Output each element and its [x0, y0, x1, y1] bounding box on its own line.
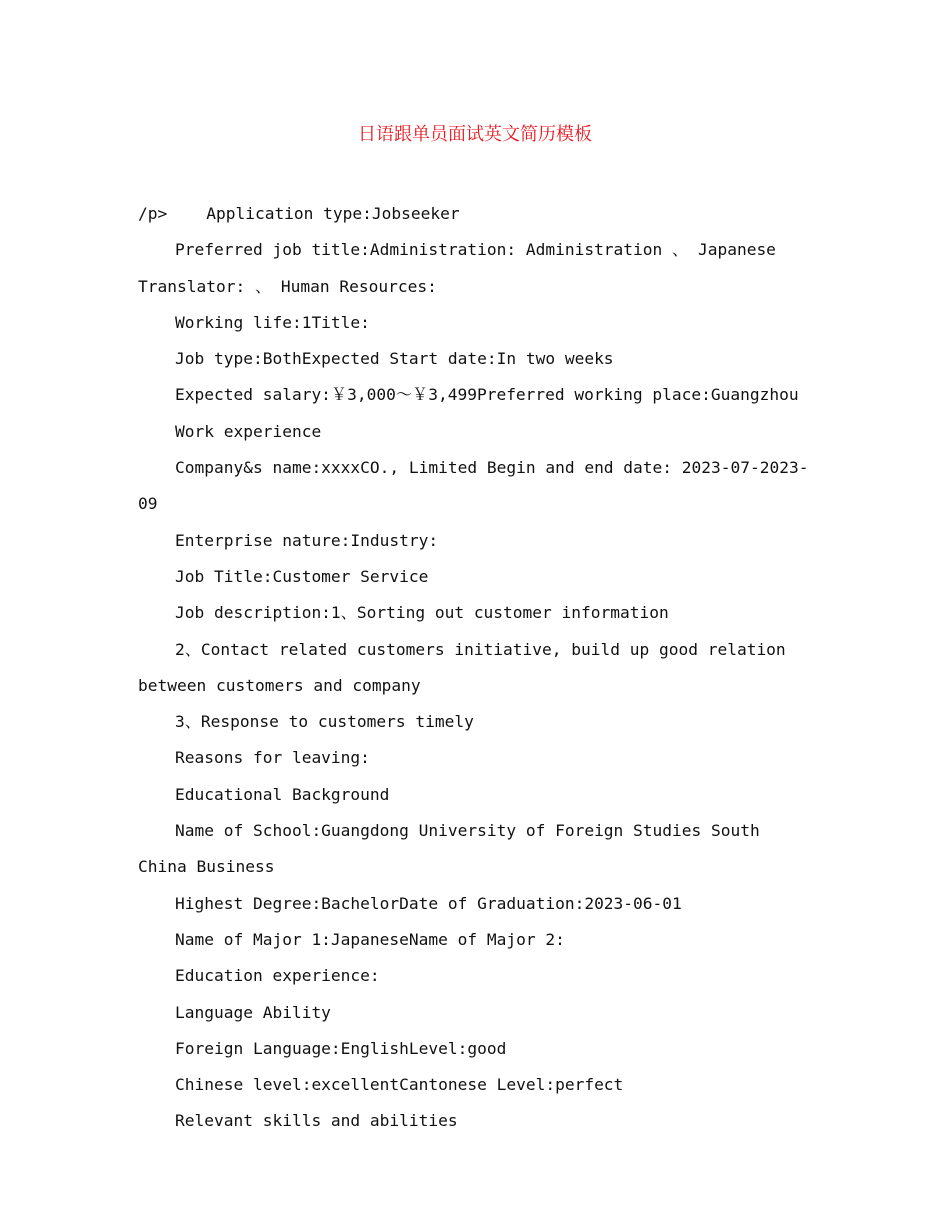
- paragraph-highest-degree: Highest Degree:BachelorDate of Graduation:2023-06-01: [175, 893, 682, 913]
- paragraph-job-description: Job description:1、Sorting out customer information: [175, 603, 669, 623]
- paragraph-preferred-job-title: Preferred job title:Administration: Administration 、 Japanese Translator: 、 Human Resources:: [138, 240, 776, 296]
- document-body: [138, 196, 818, 1140]
- section-heading-language-ability: Language Ability: [175, 1002, 331, 1022]
- paragraph-working-life: Working life:1Title:: [175, 312, 370, 332]
- paragraph-name-of-school: Name of School:Guangdong University of Foreign Studies South China Business: [138, 821, 760, 877]
- paragraph-job-description-2: 2、Contact related customers initiative, build up good relation between customers and company: [138, 639, 786, 695]
- paragraph-education-experience: Education experience:: [175, 966, 380, 986]
- paragraph-job-description-3: 3、Response to customers timely: [175, 712, 474, 732]
- paragraph-enterprise-nature: Enterprise nature:Industry:: [175, 530, 439, 550]
- paragraph-chinese-level: Chinese level:excellentCantonese Level:perfect: [175, 1075, 624, 1095]
- paragraph-job-title: Job Title:Customer Service: [175, 566, 429, 586]
- paragraph-foreign-language: Foreign Language:EnglishLevel:good: [175, 1038, 507, 1058]
- paragraph-job-type: Job type:BothExpected Start date:In two weeks: [175, 349, 614, 369]
- paragraph-company-name: Company&s name:xxxxCO., Limited Begin and end date: 2023-07-2023-09: [138, 458, 809, 514]
- section-heading-relevant-skills: Relevant skills and abilities: [175, 1111, 458, 1131]
- paragraph-reasons-for-leaving: Reasons for leaving:: [175, 748, 370, 768]
- paragraph-expected-salary: Expected salary:￥3,000～￥3,499Preferred working place:Guangzhou: [175, 385, 799, 405]
- document-title: 日语跟单员面试英文简历模板: [358, 124, 592, 145]
- section-heading-work-experience: Work experience: [175, 421, 322, 441]
- paragraph-name-of-major: Name of Major 1:JapaneseName of Major 2:: [175, 929, 565, 949]
- paragraph-application-type: /p> Application type:Jobseeker: [138, 204, 460, 223]
- section-heading-educational-background: Educational Background: [175, 784, 390, 804]
